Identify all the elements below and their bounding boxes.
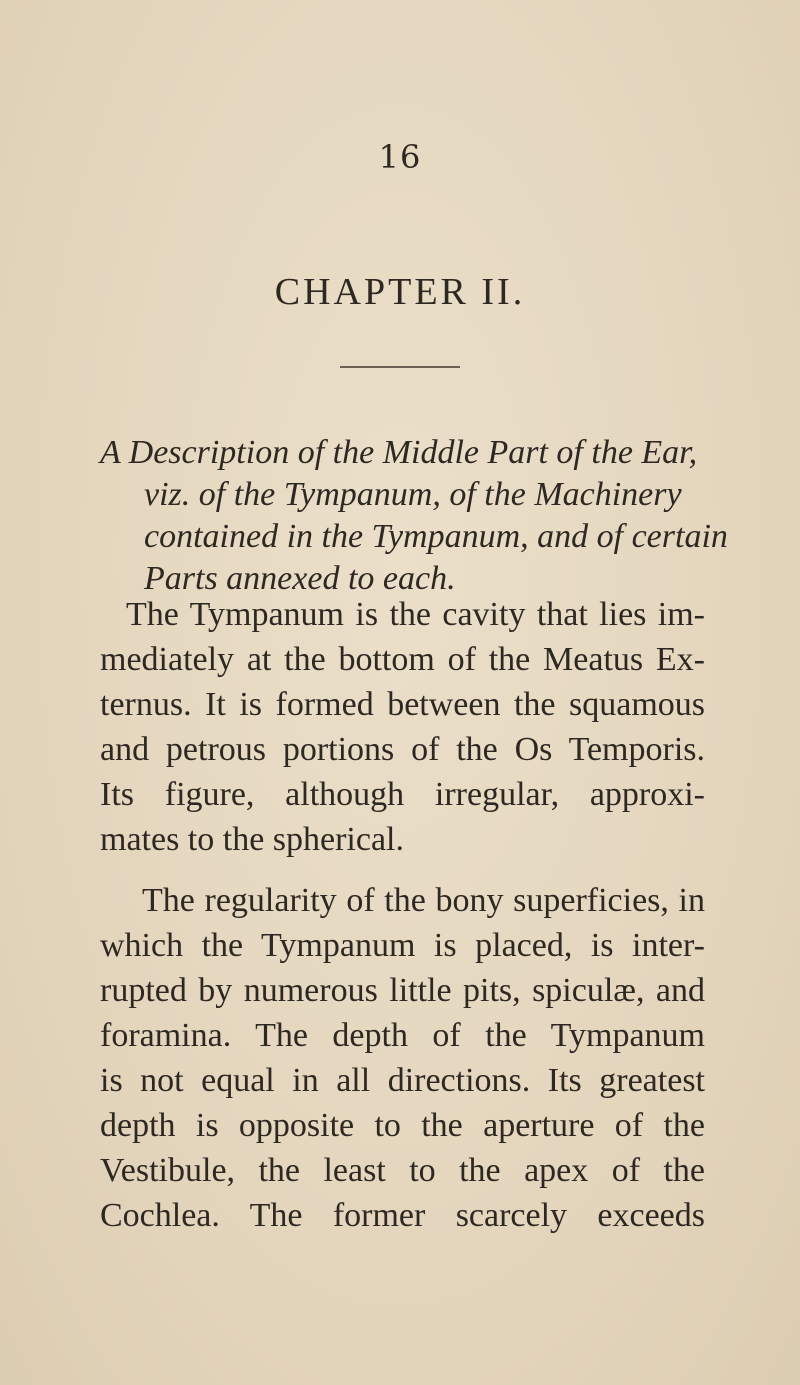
paragraph-line: depth is opposite to the aperture of the — [100, 1107, 705, 1144]
paragraph-line: The Tympanum is the cavity that lies im- — [126, 596, 705, 633]
description-line: Parts annexed to each. — [144, 560, 456, 597]
paragraph-line: The regularity of the bony superficies, in — [142, 882, 705, 919]
paragraph-2 — [100, 878, 705, 1238]
chapter-title: CHAPTER II. — [274, 271, 526, 313]
paragraph-line: mates to the spherical. — [100, 821, 405, 858]
chapter-description — [100, 432, 728, 600]
paragraph-line: ternus. It is formed between the squamous — [100, 686, 705, 723]
paragraph-line: rupted by numerous little pits, spiculæ, and — [100, 972, 705, 1009]
paragraph-line: Cochlea. The former scarcely exceeds — [100, 1197, 705, 1234]
paragraph-line: foramina. The depth of the Tympanum — [100, 1017, 705, 1054]
paragraph-line: is not equal in all directions. Its greatest — [100, 1062, 705, 1099]
title-rule — [340, 366, 460, 368]
description-line: contained in the Tympanum, and of certain — [144, 518, 728, 555]
page-number: 16 — [378, 138, 422, 176]
description-line: A Description of the Middle Part of the Ear, — [100, 434, 698, 471]
paragraph-1 — [100, 592, 705, 862]
paragraph-line: mediately at the bottom of the Meatus Ex- — [100, 641, 705, 678]
paragraph-line: Its figure, although irregular, approxi- — [100, 776, 705, 813]
paragraph-line: and petrous portions of the Os Temporis. — [100, 731, 705, 768]
paragraph-line: Vestibule, the least to the apex of the — [100, 1152, 705, 1189]
description-line: viz. of the Tympanum, of the Machinery — [144, 476, 682, 513]
paragraph-line: which the Tympanum is placed, is inter- — [100, 927, 705, 964]
